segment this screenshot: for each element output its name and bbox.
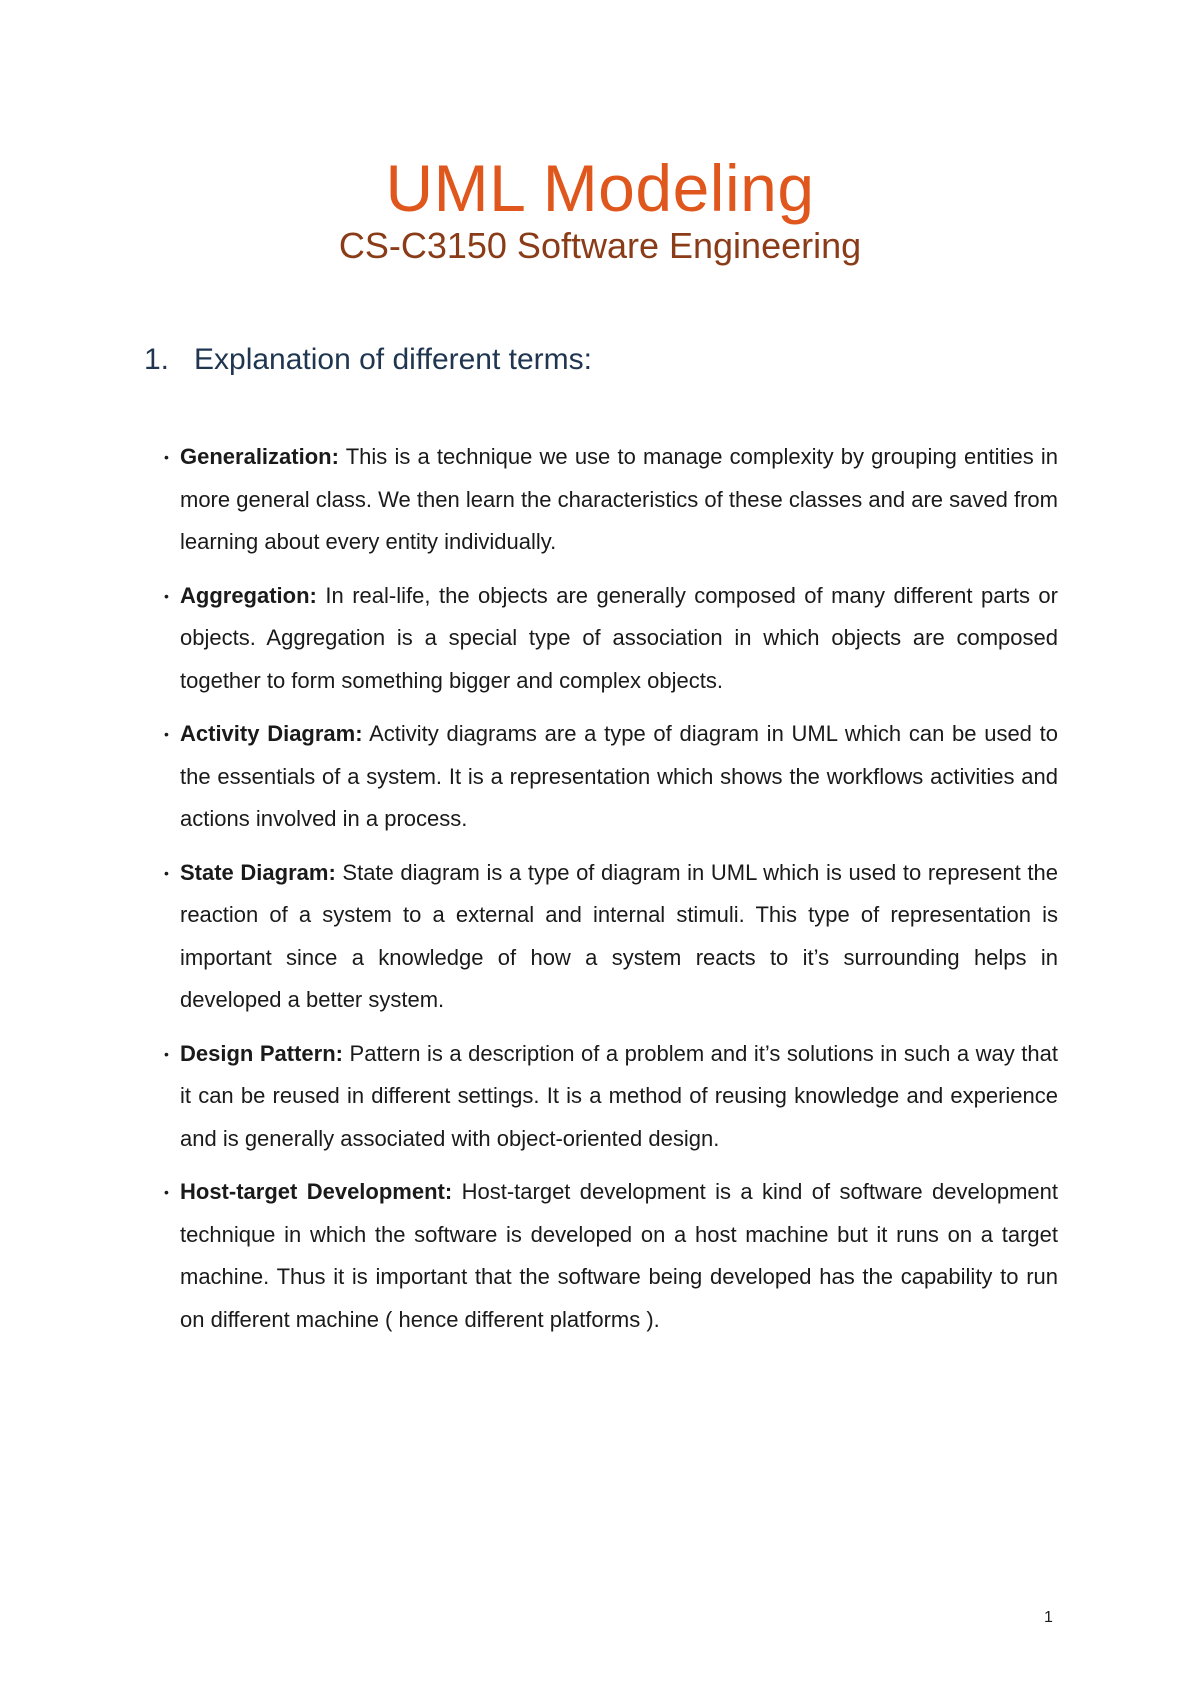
bullet-icon: • [164,1184,169,1200]
terms-list [166,436,1058,1352]
bullet-icon: • [164,1045,169,1062]
term-name: Activity Diagram: [180,721,363,746]
term-item-state-diagram [166,852,1058,1022]
bullet-icon: • [164,864,169,881]
term-name: Generalization: [180,444,339,469]
term-text: This is a technique we use to manage complexity by grouping entities in more general class. We then learn the characteristics of these classes and are saved from learning about every entity individually. [180,444,1058,554]
section-heading-text: Explanation of different terms: [194,343,592,376]
term-name: State Diagram: [180,859,336,885]
term-name: Design Pattern: [180,1040,343,1066]
section-heading [144,340,592,380]
term-item-aggregation [166,575,1058,703]
term-name: Aggregation: [180,582,317,608]
term-item-design-pattern [166,1033,1058,1161]
bullet-icon: • [164,587,169,604]
term-text: Host-target development is a kind of software development technique in which the software is developed on a host machine but it runs on a target machine. Thus it is important that the software being developed has the capability to run on different machine ( hence different platforms ). [180,1179,1059,1332]
term-text: Pattern is a description of a problem and it’s solutions in such a way that it can be reused in different settings. It is a method of reusing knowledge and experience and is generally associated with object-oriented design. [180,1040,1058,1151]
document-subtitle: CS-C3150 Software Engineering [338,225,862,266]
term-item-activity-diagram [166,713,1058,841]
term-text: Activity diagrams are a type of diagram in UML which can be used to the essentials of a system. It is a representation which shows the workflows activities and actions involved in a process. [180,721,1058,831]
term-text: In real-life, the objects are generally composed of many different parts or objects. Aggregation is a special type of association in which objects are composed together to form something bigger and complex objects. [180,582,1058,693]
document-title: UML Modeling [385,151,815,225]
page-number: 1 [1044,1609,1053,1626]
bullet-icon: • [164,726,169,742]
term-item-host-target-development [166,1171,1058,1341]
term-name: Host-target Development: [180,1179,453,1204]
term-item-generalization [166,436,1058,564]
bullet-icon: • [164,449,169,465]
section-number: 1. [144,343,170,376]
term-text: State diagram is a type of diagram in UML which is used to represent the reaction of a system to a external and internal stimuli. This type of representation is important since a knowledge of how a system reacts to it’s surrounding helps in developed a better system. [180,859,1058,1012]
